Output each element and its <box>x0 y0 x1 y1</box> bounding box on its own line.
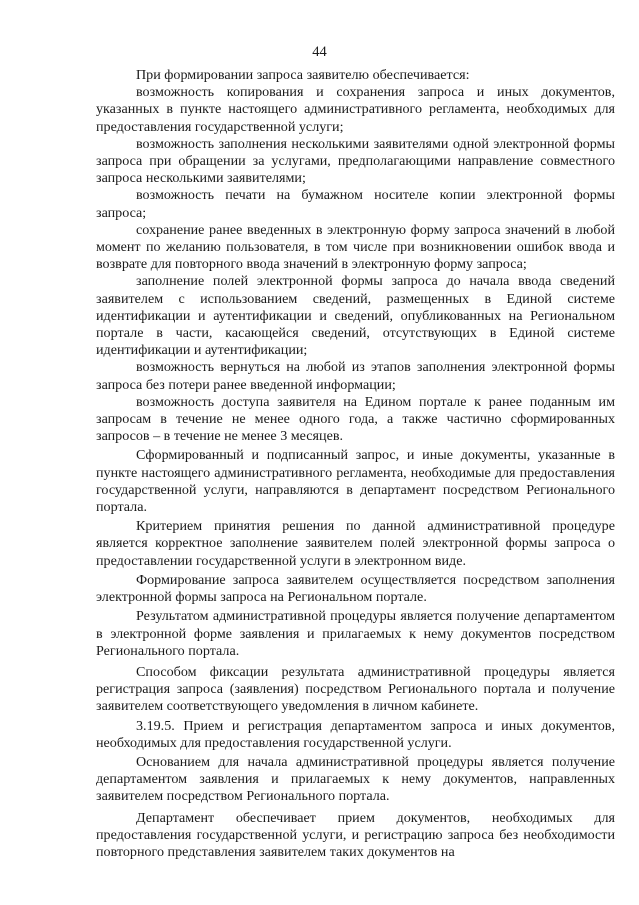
paragraph-submitted-request: Сформированный и подписанный запрос, и иные документы, указанные в пункте настоящего административного регламента, необходимые для предоставления государственной услуги, направляются в департамент посредством Регионального портала. <box>96 447 615 516</box>
paragraph-print: возможность печати на бумажном носителе копии электронной формы запроса; <box>96 187 615 221</box>
paragraph-joint-request: возможность заполнения несколькими заявителями одной электронной формы запроса при обращении за услугами, предполагающими направление совместного запроса несколькими заявителями; <box>96 135 615 187</box>
paragraph-decision-criterion: Критерием принятия решения по данной административной процедуре является корректное заполнение заявителем полей электронной формы запроса о предоставлении государственной услуги в электронном виде. <box>96 518 615 569</box>
paragraph-intro: При формировании запроса заявителю обеспечивается: <box>136 67 470 83</box>
paragraph-autofill: заполнение полей электронной формы запроса до начала ввода сведений заявителем с использованием сведений, размещенных в Единой системе идентификации и аутентификации и сведений, опубликованных на Региональном портале в части, касающейся сведений, отсутствующих в Единой системе идентификации и аутентификации; <box>96 273 615 359</box>
paragraph-procedure-result: Результатом административной процедуры является получение департаментом в электронной форме заявления и прилагаемых к нему документов посредством Регионального портала. <box>96 608 615 659</box>
document-body <box>96 67 615 861</box>
paragraph-save-values: сохранение ранее введенных в электронную форму запроса значений в любой момент по желанию пользователя, в том числе при возникновении ошибок ввода и возврате для повторного ввода значений в электронную форму запроса; <box>96 221 615 273</box>
paragraph-request-formation: Формирование запроса заявителем осуществляется посредством заполнения электронной формы запроса на Региональном портале. <box>96 571 615 606</box>
paragraph-access-requests: возможность доступа заявителя на Едином портале к ранее поданным им запросам в течение не менее одного года, а также частично сформированных запросов – в течение не менее 3 месяцев. <box>96 393 615 445</box>
paragraph-department-intake: Департамент обеспечивает прием документов, необходимых для предоставления государственной услуги, и регистрацию запроса без необходимости повторного представления заявителем таких документов на <box>96 809 615 860</box>
page-number: 44 <box>312 44 327 60</box>
paragraph-copy-save: возможность копирования и сохранения запроса и иных документов, указанных в пункте настоящего административного регламента, необходимых для предоставления государственной услуги; <box>96 84 615 135</box>
paragraph-result-fixation: Способом фиксации результата административной процедуры является регистрация запроса (заявления) посредством Регионального портала и получение заявителем соответствующего уведомления в личном кабинете. <box>96 663 615 715</box>
paragraph-procedure-basis: Основанием для начала административной процедуры является получение департаментом заявления и прилагаемых к нему документов, направленных заявителем посредством Регионального портала. <box>96 753 615 805</box>
section-heading-3-19-5: 3.19.5. Прием и регистрация департаментом запроса и иных документов, необходимых для предоставления государственной услуги. <box>96 717 615 751</box>
paragraph-return-step: возможность вернуться на любой из этапов заполнения электронной формы запроса без потери ранее введенной информации; <box>96 359 615 393</box>
